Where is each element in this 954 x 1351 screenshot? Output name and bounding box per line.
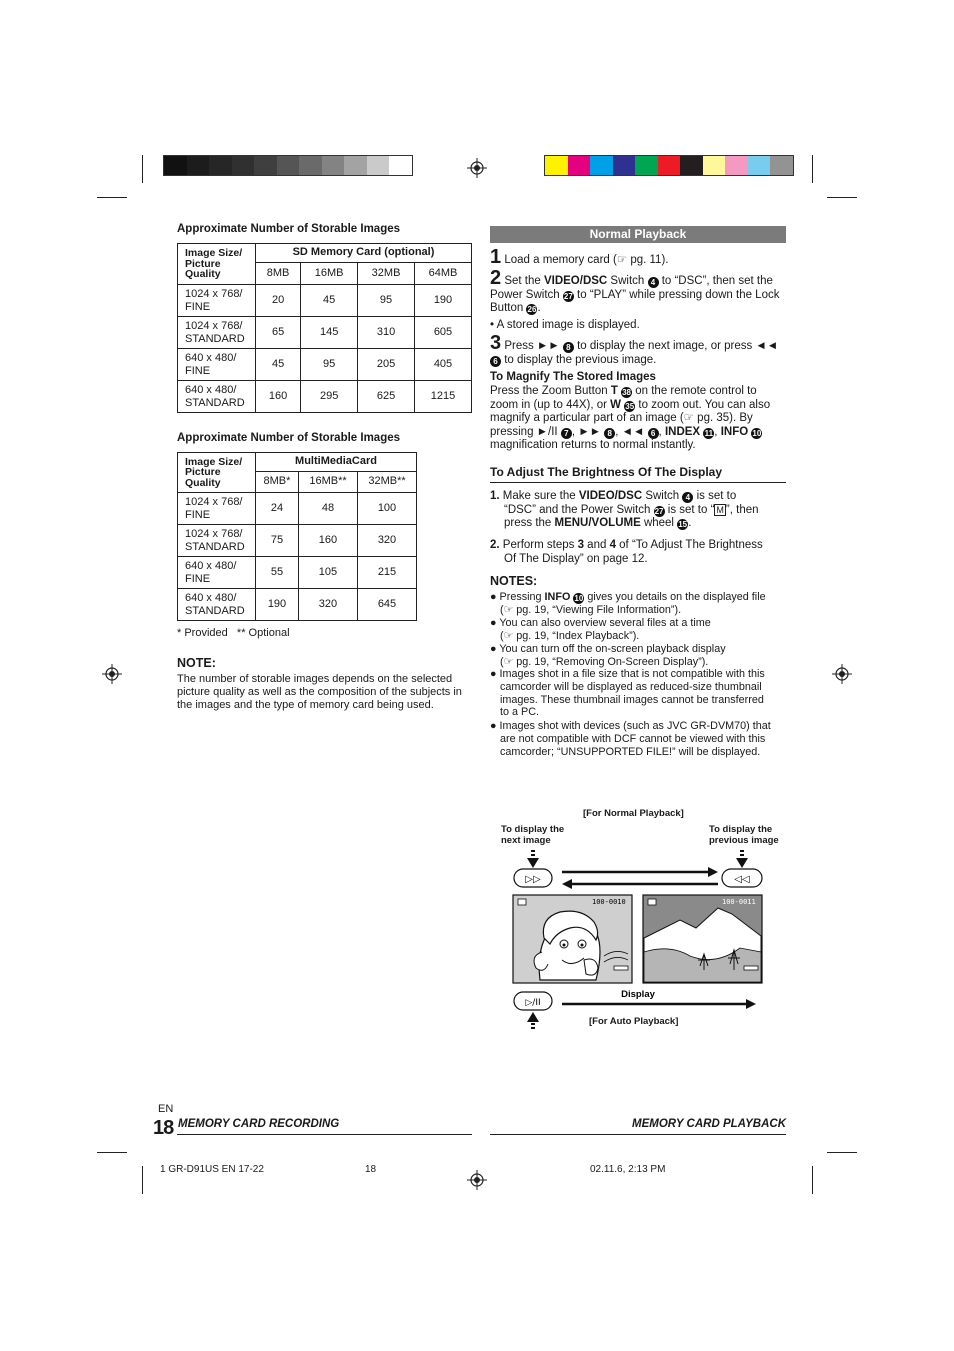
- note-item: ● You can also overview several files at a time (☞ pg. 19, “Index Playback”).: [490, 617, 711, 642]
- table2-group-header: MultiMediaCard: [256, 453, 417, 472]
- brightness-step-1: 1. Make sure the VIDEO/DSC Switch 4 is set to “DSC” and the Power Switch 27 is set to “ M ”, then press the MENU/VOLUME wheel 15.: [490, 490, 759, 529]
- calibration-swatch: [590, 156, 613, 175]
- footer-rule-left: [177, 1134, 472, 1135]
- note-text: The number of storable images depends on the selected picture quality as well as the composition of the subjects in the images and the type of memory card being used.: [177, 673, 462, 711]
- print-page-number: 18: [365, 1164, 377, 1175]
- press-arrow-icon: [527, 850, 539, 868]
- crop-mark: [812, 1166, 813, 1194]
- thumbnail-file-number: 100-0010: [592, 898, 626, 906]
- print-date: 02.11.6, 2:13 PM: [590, 1164, 666, 1175]
- table1-col-header: 16MB: [301, 263, 358, 285]
- stored-image-line: • A stored image is displayed.: [490, 319, 640, 331]
- note-item: ● Images shot in a file size that is not compatible with this camcorder will be displayed as reduced-size thumbnail images. These thumbnail images cannot be transferred to a PC.: [490, 668, 765, 719]
- table-row: 640 x 480/ FINE 55 105 215: [178, 557, 417, 589]
- crop-mark: [142, 1166, 143, 1194]
- footer-rule-right: [490, 1134, 786, 1135]
- left-section-label: MEMORY CARD RECORDING: [178, 1118, 340, 1130]
- brightness-rule: [490, 482, 786, 483]
- calibration-swatch: [187, 156, 210, 175]
- previous-image-label: To display the previous image: [709, 824, 779, 846]
- magnify-heading: To Magnify The Stored Images: [490, 371, 656, 383]
- note-item: ● You can turn off the on-screen playback display (☞ pg. 19, “Removing On-Screen Display”).: [490, 643, 726, 668]
- crop-mark: [97, 197, 127, 198]
- calibration-swatch: [635, 156, 658, 175]
- portrait-thumbnail: [513, 895, 632, 983]
- table-footnote: * Provided ** Optional: [177, 627, 290, 639]
- auto-playback-label: [For Auto Playback]: [589, 1016, 679, 1027]
- table-row: 1024 x 768/ STANDARD 75 160 320: [178, 525, 417, 557]
- table-row: 1024 x 768/ FINE 24 48 100: [178, 493, 417, 525]
- calibration-swatch: [703, 156, 726, 175]
- step-2: 2 Set the VIDEO/DSC Switch 4 to “DSC”, then set the Power Switch 27 to “PLAY” while pressing down the Lock Button 26.: [490, 267, 780, 314]
- calibration-swatch: [568, 156, 591, 175]
- print-file-name: 1 GR-D91US EN 17-22: [160, 1164, 264, 1175]
- table1-group-header: SD Memory Card (optional): [256, 244, 472, 263]
- table2-corner-header: Image Size/ Picture Quality: [178, 453, 256, 493]
- calibration-swatch: [770, 156, 793, 175]
- fast-forward-icon: ▷▷: [525, 874, 541, 885]
- note-item: ● Pressing INFO 10 gives you details on the displayed file (☞ pg. 19, “Viewing File Information”).: [490, 591, 766, 616]
- grayscale-calibration-bars: [163, 155, 413, 176]
- play-pause-icon: ▷/II: [525, 998, 541, 1008]
- calibration-swatch: [725, 156, 748, 175]
- calibration-swatch: [613, 156, 636, 175]
- calibration-swatch: [232, 156, 255, 175]
- crop-mark: [812, 155, 813, 183]
- magnify-text: Press the Zoom Button T 38 on the remote control to zoom in (up to 44X), or W 35 to zoom out. You can also magnify a particular part of an image (☞ pg. 35). By pressing ►/II 7 , ►► 8 , ◄◄ 6 , INDEX 11, INFO 10 magnification returns to normal instantly.: [490, 385, 771, 451]
- next-image-label: To display the next image: [501, 824, 565, 846]
- calibration-swatch: [299, 156, 322, 175]
- table1-col-header: 8MB: [256, 263, 301, 285]
- calibration-swatch: [277, 156, 300, 175]
- crop-mark: [142, 155, 143, 183]
- table-row: 1024 x 768/ FINE 20 45 95 190: [178, 285, 472, 317]
- color-calibration-bars: [544, 155, 794, 176]
- calibration-swatch: [367, 156, 390, 175]
- registration-mark-icon: [467, 158, 487, 178]
- sd-card-storage-table: [177, 243, 472, 413]
- table2-col-header: 16MB**: [298, 472, 357, 493]
- note-item: ● Images shot with devices (such as JVC GR-DVM70) that are not compatible with DCF cannot be viewed with this camcorder; “UNSUPPORTED FILE!” will be displayed.: [490, 720, 771, 758]
- right-section-label: MEMORY CARD PLAYBACK: [632, 1118, 786, 1130]
- note-heading: NOTE:: [177, 656, 216, 670]
- display-label: Display: [621, 989, 655, 1000]
- rewind-icon: ◁◁: [734, 874, 750, 885]
- press-arrow-icon: [527, 1012, 539, 1029]
- table-row: 640 x 480/ STANDARD 160 295 625 1215: [178, 381, 472, 413]
- step-3: 3 Press ►► 8 to display the next image, or press ◄◄ 6 to display the previous image.: [490, 332, 779, 366]
- crop-mark: [827, 197, 857, 198]
- table2-col-header: 32MB**: [357, 472, 416, 493]
- calibration-swatch: [748, 156, 771, 175]
- registration-mark-icon: [102, 664, 122, 684]
- calibration-swatch: [545, 156, 568, 175]
- notes-heading: NOTES:: [490, 574, 538, 588]
- playback-diagram: [500, 848, 790, 1030]
- table-row: 1024 x 768/ STANDARD 65 145 310 605: [178, 317, 472, 349]
- brightness-heading: To Adjust The Brightness Of The Display: [490, 465, 723, 479]
- section-title: Normal Playback: [490, 226, 786, 243]
- calibration-swatch: [254, 156, 277, 175]
- table2-col-header: 8MB*: [256, 472, 299, 493]
- table2-title: Approximate Number of Storable Images: [177, 432, 401, 444]
- calibration-swatch: [322, 156, 345, 175]
- language-label: EN: [158, 1103, 174, 1115]
- table1-title: Approximate Number of Storable Images: [177, 223, 401, 235]
- calibration-swatch: [680, 156, 703, 175]
- normal-playback-label: [For Normal Playback]: [583, 808, 684, 819]
- calibration-swatch: [344, 156, 367, 175]
- brightness-step-2: 2. Perform steps 3 and 4 of “To Adjust The Brightness Of The Display” on page 12.: [490, 539, 763, 565]
- crop-mark: [827, 1152, 857, 1153]
- calibration-swatch: [389, 156, 412, 175]
- table-row: 640 x 480/ STANDARD 190 320 645: [178, 589, 417, 621]
- table1-col-header: 32MB: [358, 263, 415, 285]
- crop-mark: [97, 1152, 127, 1153]
- step-1: 1 Load a memory card (☞ pg. 11).: [490, 246, 669, 268]
- multimediacard-storage-table: [177, 452, 417, 621]
- page-number: 18: [153, 1117, 174, 1139]
- registration-mark-icon: [467, 1170, 487, 1190]
- landscape-thumbnail: [643, 895, 762, 983]
- thumbnail-file-number: 100-0011: [722, 898, 756, 906]
- calibration-swatch: [164, 156, 187, 175]
- table-row: 640 x 480/ FINE 45 95 205 405: [178, 349, 472, 381]
- registration-mark-icon: [832, 664, 852, 684]
- table1-col-header: 64MB: [415, 263, 472, 285]
- calibration-swatch: [209, 156, 232, 175]
- press-arrow-icon: [736, 850, 748, 868]
- calibration-swatch: [658, 156, 681, 175]
- table1-corner-header: Image Size/ Picture Quality: [178, 244, 256, 285]
